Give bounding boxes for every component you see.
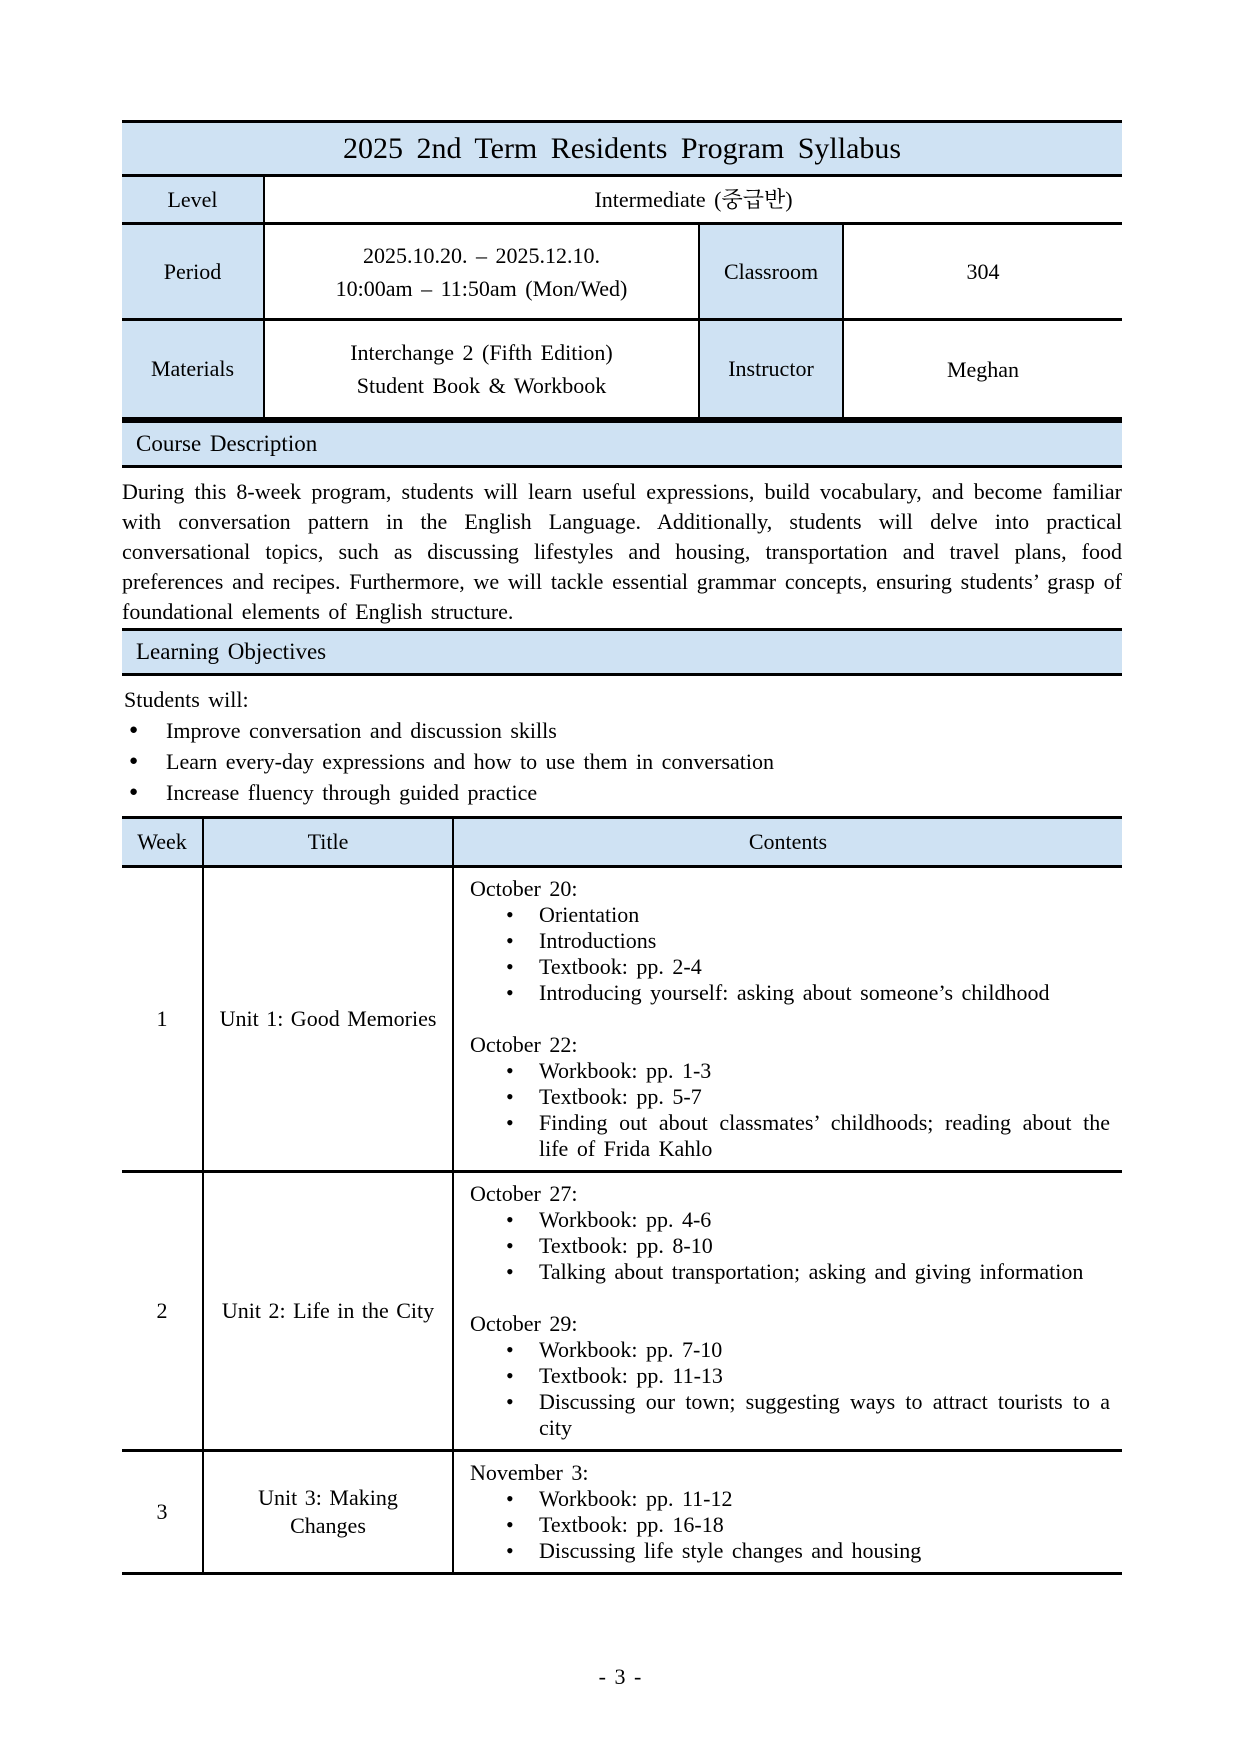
objectives-intro: Students will:: [124, 687, 249, 712]
content-bullet: [470, 1512, 1110, 1538]
bullet-icon: •: [506, 1058, 514, 1083]
week-contents: [453, 867, 1122, 1172]
content-bullet: [470, 1058, 1110, 1084]
bullet-text: Textbook: pp. 11-13: [539, 1363, 723, 1388]
schedule-row: [122, 1451, 1122, 1574]
bullet-icon: •: [506, 902, 514, 927]
info-level-row: [122, 176, 1122, 224]
info-period-row: [122, 224, 1122, 320]
materials-label: Materials: [122, 320, 264, 419]
bullet-text: Textbook: pp. 8-10: [539, 1233, 713, 1258]
learning-objectives-heading: Learning Objectives: [122, 628, 1122, 676]
bullet-text: Discussing life style changes and housing: [539, 1538, 922, 1563]
bullet-icon: ●: [129, 722, 139, 738]
bullet-icon: •: [506, 928, 514, 953]
period-value: [264, 224, 699, 320]
schedule-row: [122, 1172, 1122, 1451]
bullet-text: Introductions: [539, 928, 657, 953]
level-value: Intermediate (중급반): [264, 176, 1122, 224]
materials-value: [264, 320, 699, 419]
content-bullet: [470, 954, 1110, 980]
instructor-label: Instructor: [699, 320, 843, 419]
bullet-text: Workbook: pp. 4-6: [539, 1207, 712, 1232]
bullet-icon: •: [506, 1337, 514, 1362]
page-number: - 3 -: [598, 1664, 642, 1689]
content-bullet: [470, 1233, 1110, 1259]
session-date: October 20:: [470, 876, 578, 901]
content-bullet: [470, 1110, 1110, 1162]
bullet-text: Introducing yourself: asking about someone’s childhood: [539, 980, 1050, 1005]
column-header-title: Title: [203, 818, 453, 867]
content-bullet: [470, 1389, 1110, 1441]
objective-item: [124, 746, 1122, 777]
bullet-text: Textbook: pp. 5-7: [539, 1084, 702, 1109]
content-bullet: [470, 1363, 1110, 1389]
content-bullet: [470, 902, 1110, 928]
objective-text: Learn every-day expressions and how to use them in conversation: [166, 749, 774, 774]
session-block: [470, 1460, 1110, 1564]
week-contents: [453, 1451, 1122, 1574]
session-date: October 22:: [470, 1032, 578, 1057]
bullet-text: Discussing our town; suggesting ways to attract tourists to a city: [539, 1389, 1110, 1440]
bullet-icon: •: [506, 954, 514, 979]
session-date: October 27:: [470, 1181, 578, 1206]
course-description-heading: Course Description: [122, 420, 1122, 468]
week-number: 1: [122, 867, 203, 1172]
materials-line1: Interchange 2 (Fifth Edition): [350, 340, 613, 365]
classroom-value: 304: [843, 224, 1122, 320]
session-block: [470, 1032, 1110, 1162]
content-bullet: [470, 928, 1110, 954]
info-materials-row: [122, 320, 1122, 419]
page-content: [122, 120, 1122, 1575]
bullet-text: Workbook: pp. 7-10: [539, 1337, 723, 1362]
page-title: 2025 2nd Term Residents Program Syllabus: [122, 122, 1122, 176]
learning-objectives-block: [122, 676, 1122, 816]
instructor-value: Meghan: [843, 320, 1122, 419]
level-label: Level: [122, 176, 264, 224]
objective-item: [124, 715, 1122, 746]
bullet-icon: •: [506, 1512, 514, 1537]
session-date: October 29:: [470, 1311, 578, 1336]
content-bullet: [470, 1337, 1110, 1363]
bullet-icon: •: [506, 1207, 514, 1232]
bullet-text: Finding out about classmates’ childhoods; reading about the life of Frida Kahlo: [539, 1110, 1110, 1161]
session-block: [470, 876, 1110, 1006]
schedule-header-row: [122, 818, 1122, 867]
week-contents: [453, 1172, 1122, 1451]
objectives-list: [124, 715, 1122, 808]
week-number: 3: [122, 1451, 203, 1574]
schedule-table: [122, 816, 1122, 1575]
classroom-label: Classroom: [699, 224, 843, 320]
content-bullet: [470, 980, 1110, 1006]
bullet-text: Textbook: pp. 16-18: [539, 1512, 724, 1537]
column-header-contents: Contents: [453, 818, 1122, 867]
bullet-text: Workbook: pp. 1-3: [539, 1058, 712, 1083]
schedule-row: [122, 867, 1122, 1172]
column-header-week: Week: [122, 818, 203, 867]
period-times: 10:00am – 11:50am (Mon/Wed): [335, 275, 628, 301]
bullet-icon: ●: [129, 753, 139, 769]
content-bullet: [470, 1259, 1110, 1285]
content-bullet: [470, 1084, 1110, 1110]
bullet-icon: •: [506, 1363, 514, 1388]
objective-text: Increase fluency through guided practice: [166, 780, 538, 805]
session-block: [470, 1311, 1110, 1441]
content-bullet: [470, 1207, 1110, 1233]
schedule-body: [122, 867, 1122, 1574]
info-title-row: [122, 122, 1122, 176]
bullet-icon: •: [506, 1233, 514, 1258]
bullet-icon: •: [506, 1110, 514, 1135]
objective-item: [124, 777, 1122, 808]
session-block: [470, 1181, 1110, 1285]
bullet-icon: •: [506, 1486, 514, 1511]
course-description-text: During this 8-week program, students will learn useful expressions, build vocabulary, and become familiar with conversation pattern in the English Language. Additionally, students will delve into practical conversational topics, such as discussing lifestyles and housing, transportation and travel plans, food preferences and recipes. Furthermore, we will tackle essential grammar concepts, ensuring students’ grasp of foundational elements of English structure.: [122, 479, 1122, 624]
content-bullet: [470, 1486, 1110, 1512]
bullet-icon: •: [506, 1389, 514, 1414]
unit-title: Unit 1: Good Memories: [203, 867, 453, 1172]
bullet-icon: •: [506, 1538, 514, 1563]
bullet-text: Talking about transportation; asking and giving information: [539, 1259, 1084, 1284]
period-label: Period: [122, 224, 264, 320]
session-date: November 3:: [470, 1460, 589, 1485]
bullet-text: Orientation: [539, 902, 640, 927]
bullet-text: Workbook: pp. 11-12: [539, 1486, 733, 1511]
content-bullet: [470, 1538, 1110, 1564]
bullet-text: Textbook: pp. 2-4: [539, 954, 702, 979]
bullet-icon: •: [506, 1084, 514, 1109]
bullet-icon: •: [506, 1259, 514, 1284]
bullet-icon: ●: [129, 784, 139, 800]
period-dates: 2025.10.20. – 2025.12.10.: [363, 242, 600, 268]
unit-title: Unit 3: Making Changes: [203, 1451, 453, 1574]
info-table: [122, 120, 1122, 420]
bullet-icon: •: [506, 980, 514, 1005]
unit-title: Unit 2: Life in the City: [203, 1172, 453, 1451]
week-number: 2: [122, 1172, 203, 1451]
objective-text: Improve conversation and discussion skills: [166, 718, 557, 743]
materials-line2: Student Book & Workbook: [356, 373, 607, 398]
